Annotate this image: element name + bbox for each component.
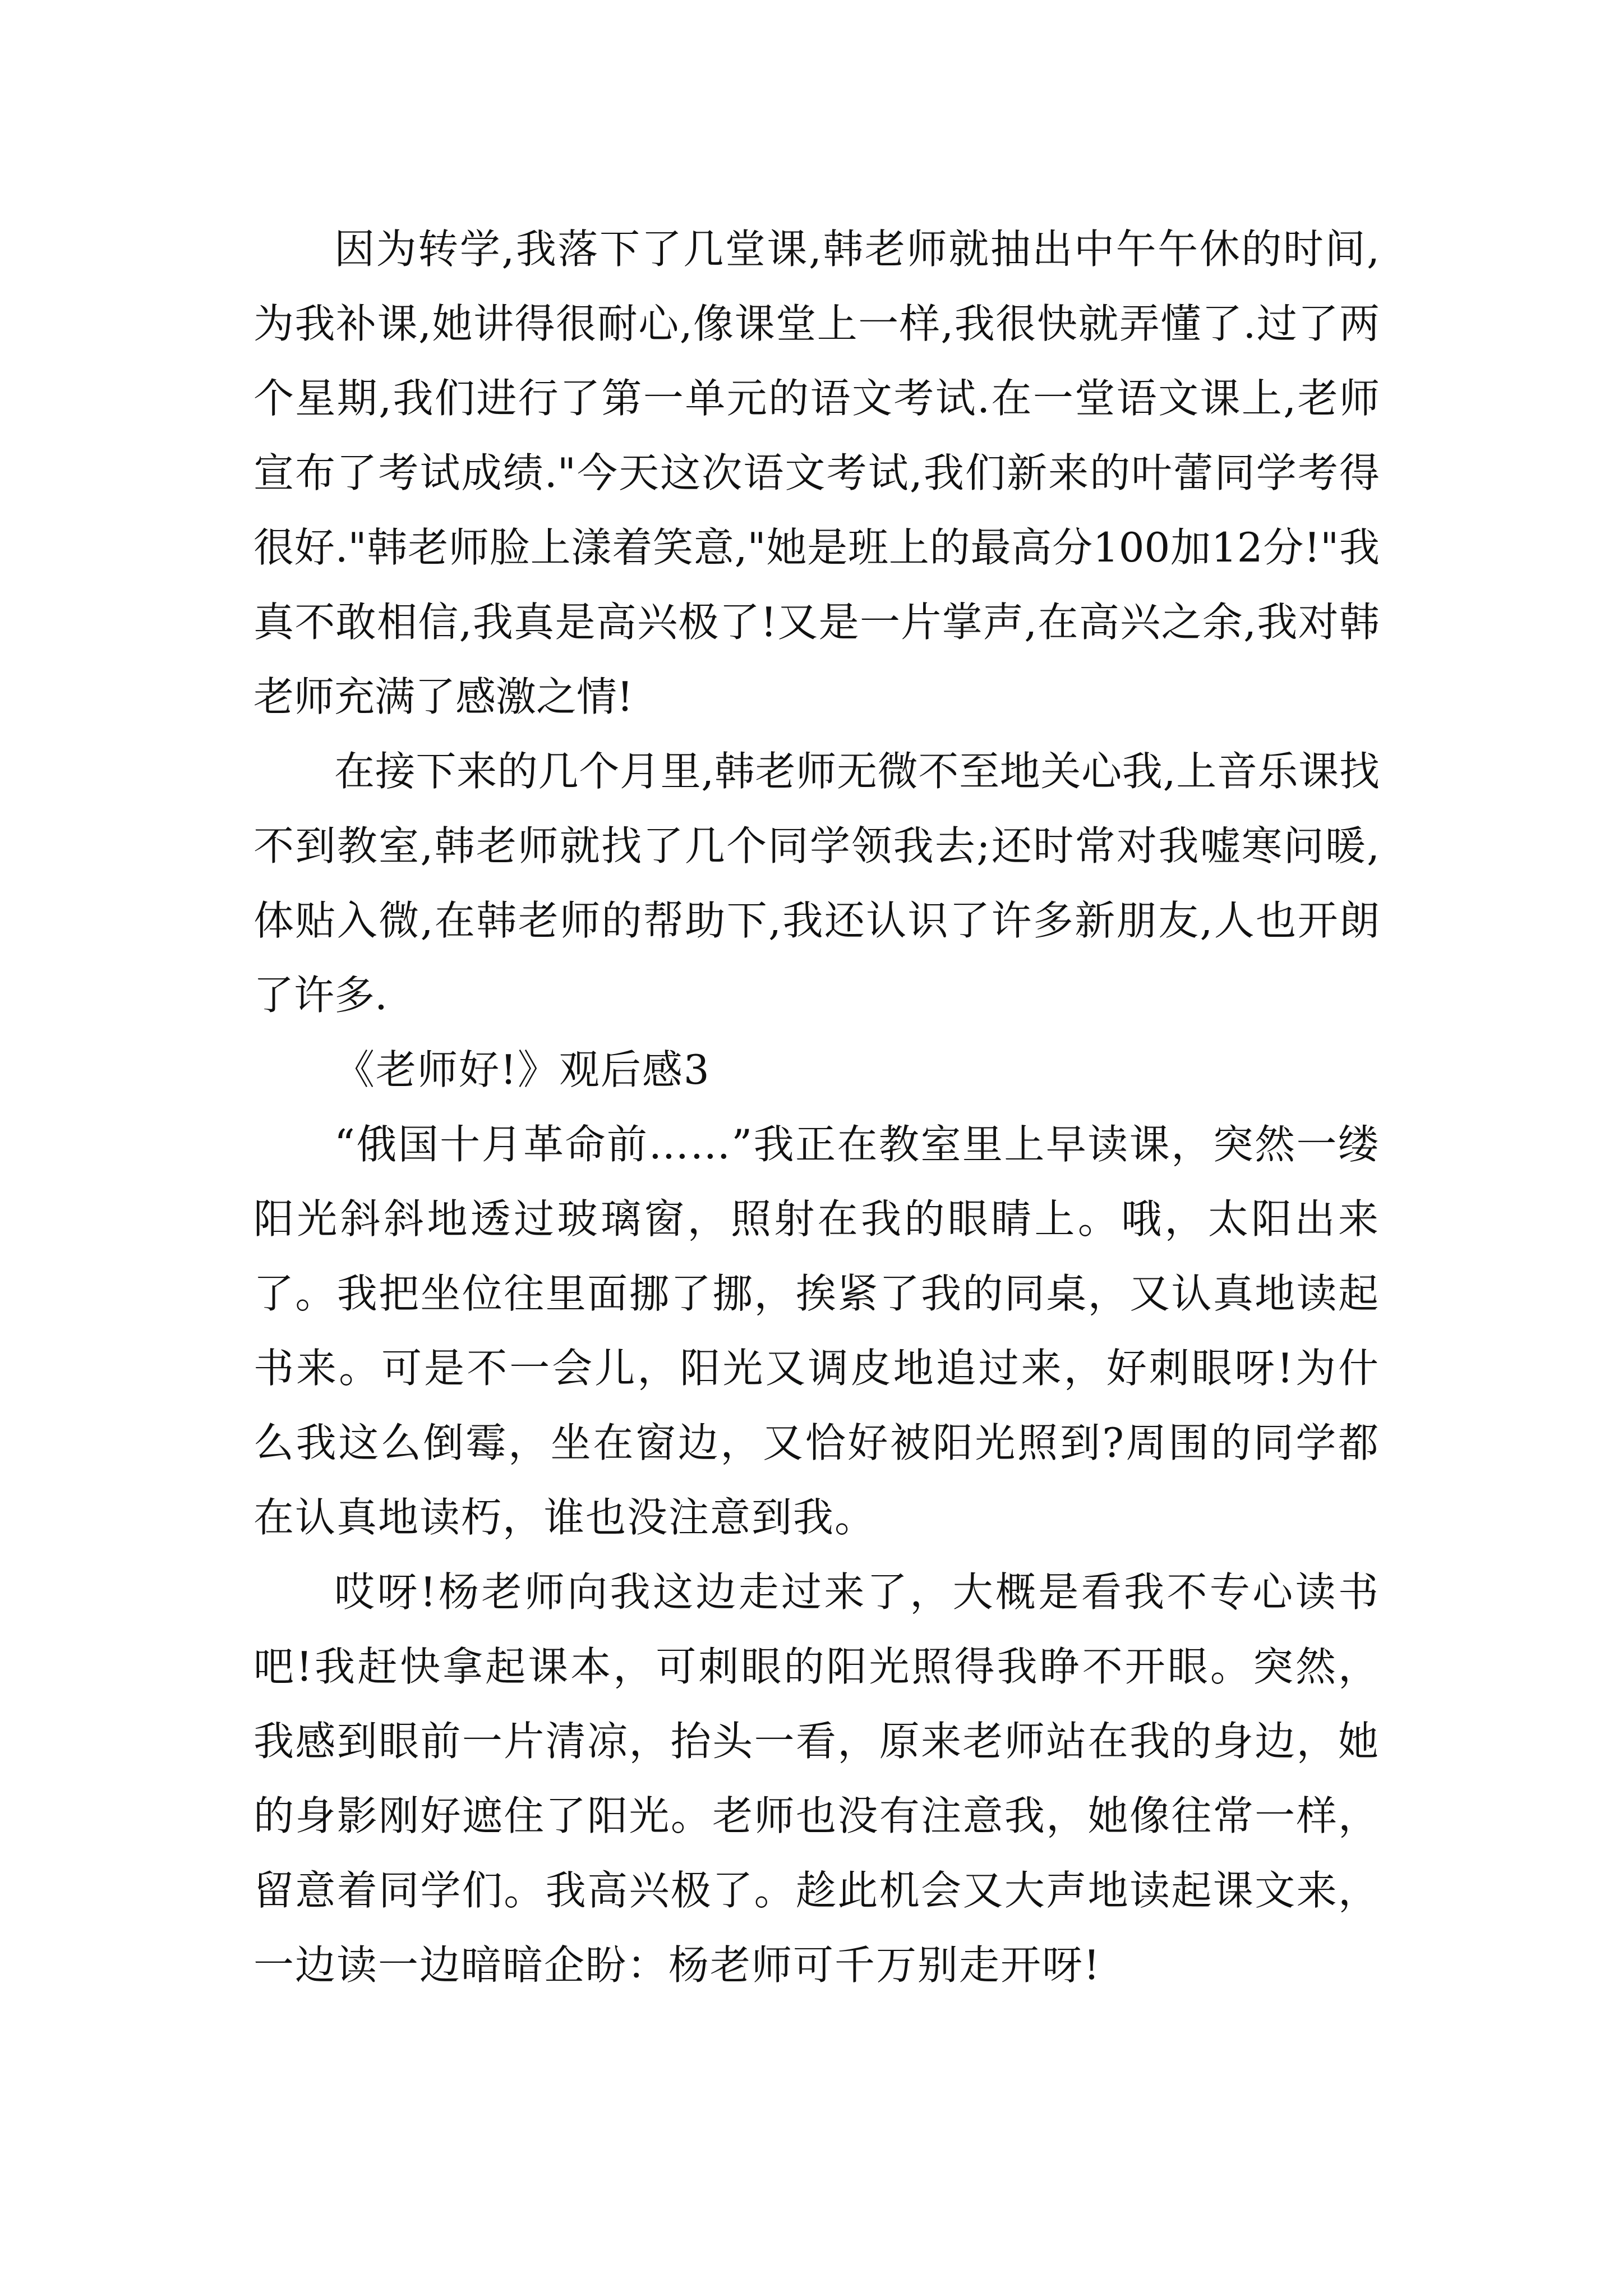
paragraph-4: 哎呀!杨老师向我这边走过来了，大概是看我不专心读书吧!我赶快拿起课本，可刺眼的阳光照得我睁不开眼。突然，我感到眼前一片清凉，抬头一看，原来老师站在我的身边，她的身影刚好遮住了阳光。老师也没有注意我，她像往常一样，留意着同学们。我高兴极了。趁此机会又大声地读起课文来，一边读一边暗暗企盼：杨老师可千万别走开呀! bbox=[253, 1568, 1380, 1989]
section-title: 《老师好!》观后感3 bbox=[334, 1046, 711, 1093]
paragraph-3: “俄国十月革命前……”我正在教室里上早读课，突然一缕阳光斜斜地透过玻璃窗，照射在我的眼睛上。哦，太阳出来了。我把坐位往里面挪了挪，挨紧了我的同桌，又认真地读起书来。可是不一会儿，阳光又调皮地追过来，好刺眼呀!为什么我这么倒霉，坐在窗边，又恰好被阳光照到?周围的同学都在认真地读朽，谁也没注意到我。 bbox=[253, 1121, 1380, 1541]
paragraph-2: 在接下来的几个月里,韩老师无微不至地关心我,上音乐课找不到教室,韩老师就找了几个同学领我去;还时常对我嘘寒问暖,体贴入微,在韩老师的帮助下,我还认识了许多新朋友,人也开朗了许多. bbox=[253, 748, 1380, 1019]
paragraph-1: 因为转学,我落下了几堂课,韩老师就抽出中午午休的时间,为我补课,她讲得很耐心,像课堂上一样,我很快就弄懂了.过了两个星期,我们进行了第一单元的语文考试.在一堂语文课上,老师宣布了考试成绩."今天这次语文考试,我们新来的叶蕾同学考得很好."韩老师脸上漾着笑意,"她是班上的最高分100加12分!"我真不敢相信,我真是高兴极了!又是一片掌声,在高兴之余,我对韩老师充满了感激之情! bbox=[253, 226, 1380, 720]
document-body bbox=[253, 212, 1380, 2003]
